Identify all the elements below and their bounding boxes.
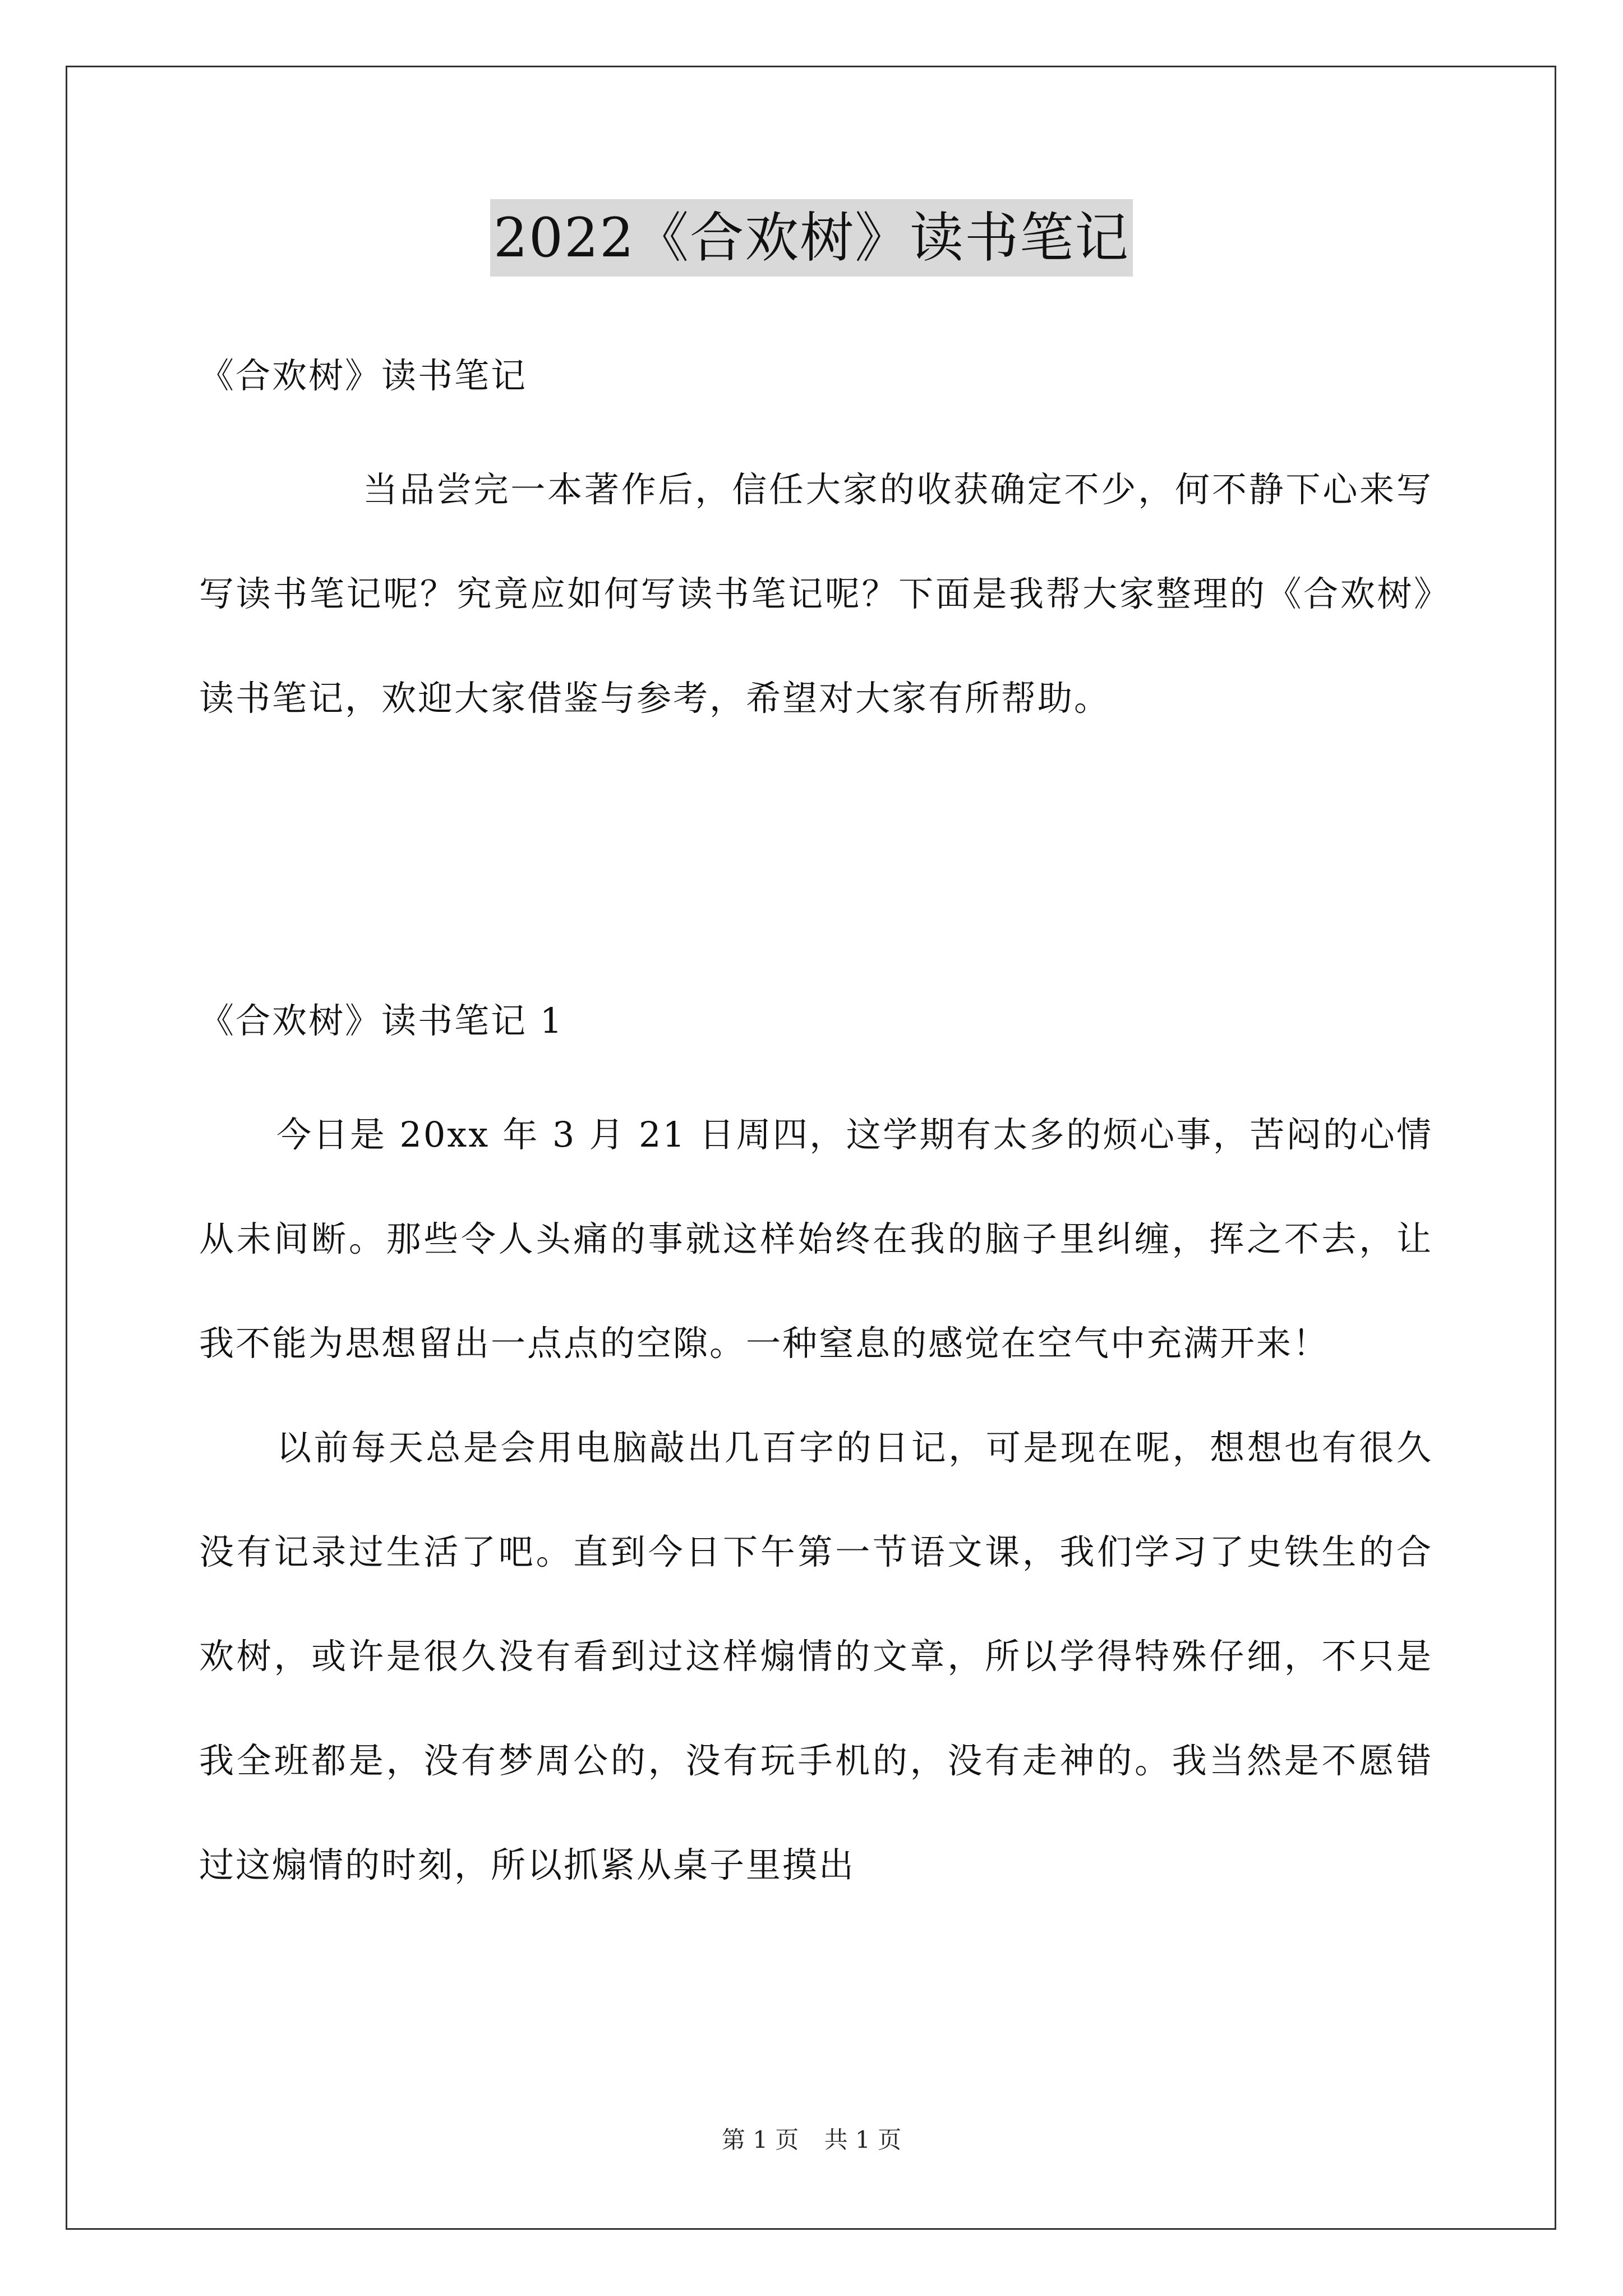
document-title — [0, 199, 1623, 277]
document-title-text: 2022《合欢树》读书笔记 — [490, 199, 1133, 277]
page-total: 共 1 页 — [824, 2126, 902, 2154]
intro-heading: 《合欢树》读书笔记 — [199, 355, 528, 396]
page-number: 第 1 页 — [721, 2126, 799, 2154]
intro-paragraph-text: 当品尝完一本著作后，信任大家的收获确定不少，何不静下心来写写读书笔记呢？究竟应如何写读书笔记呢？下面是我帮大家整理的《合欢树》读书笔记，欢迎大家借鉴与参考，希望对大家有所帮助。 — [199, 469, 1433, 719]
section-1-paragraph: 以前每天总是会用电脑敲出几百字的日记，可是现在呢，想想也有很久没有记录过生活了吧。直到今日下午第一节语文课，我们学习了史铁生的合欢树，或许是很久没有看到过这样煽情的文章，所以学得特殊仔细，不只是我全班都是，没有梦周公的，没有玩手机的，没有走神的。我当然是不愿错过这煽情的时刻，所以抓紧从桌子里摸出 — [199, 1427, 1433, 1885]
section-1-paragraph: 今日是 20xx 年 3 月 21 日周四，这学期有太多的烦心事，苦闷的心情从未间断。那些令人头痛的事就这样始终在我的脑子里纠缠，挥之不去，让我不能为思想留出一点点的空隙。一种窒息的感觉在空气中充满开来！ — [199, 1114, 1433, 1364]
page-footer — [0, 2123, 1623, 2157]
section-1-body — [199, 1083, 1433, 1917]
intro-paragraph — [199, 438, 1433, 751]
section-1-heading: 《合欢树》读书笔记 1 — [199, 1000, 564, 1041]
